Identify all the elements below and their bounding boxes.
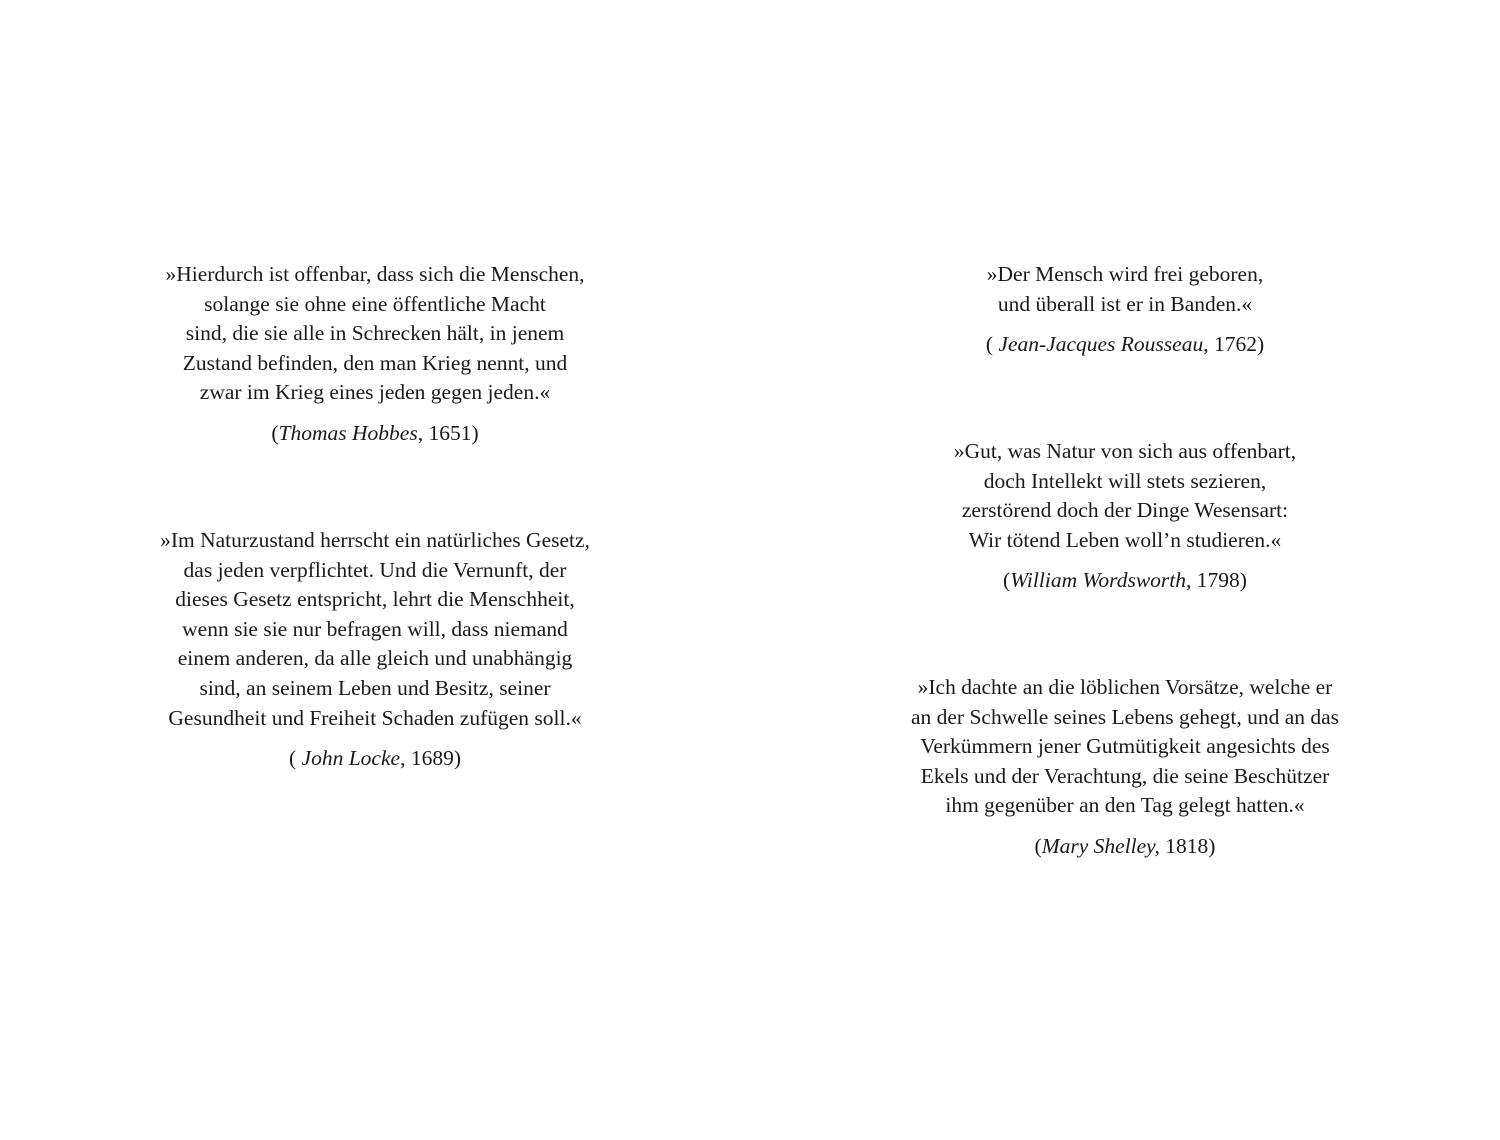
quote-attribution — [125, 744, 625, 774]
quote-line: »Der Mensch wird frei geboren, — [986, 262, 1264, 286]
open-paren: ( — [1003, 568, 1011, 593]
author-name: John Locke — [301, 746, 401, 771]
quote-line: solange sie ohne eine öffentliche Macht — [204, 291, 546, 316]
quote-hobbes — [125, 260, 625, 449]
quote-line: Verkümmern jener Gutmütigkeit angesichts des — [920, 734, 1330, 759]
quote-line: »Im Naturzustand herrscht ein natürliches Gesetz, — [160, 528, 590, 552]
quote-line: dieses Gesetz entspricht, lehrt die Menschheit, — [175, 587, 575, 612]
quote-line: Ekels und der Verachtung, die seine Beschützer — [920, 763, 1330, 788]
author-name: Mary Shelley, — [1041, 833, 1160, 858]
quote-year: , 1651) — [417, 420, 479, 445]
author-name: William Wordsworth — [1010, 568, 1187, 593]
quote-line: wenn sie sie nur befragen will, dass niemand — [182, 616, 568, 641]
author-name: Thomas Hobbes — [278, 420, 418, 445]
quote-line: und überall ist er in Banden.« — [997, 291, 1253, 316]
quote-year: 1818) — [1159, 833, 1216, 858]
quote-line: »Gut, was Natur von sich aus offenbart, — [953, 439, 1297, 463]
quote-line: Zustand befinden, den man Krieg nennt, und — [182, 350, 568, 375]
quote-line: doch Intellekt will stets sezieren, — [983, 468, 1267, 493]
quote-wordsworth — [875, 437, 1375, 596]
quote-line: zerstörend doch der Dinge Wesensart: — [961, 498, 1289, 523]
quote-line: »Ich dachte an die löblichen Vorsätze, welche er — [917, 675, 1333, 699]
quote-shelley — [875, 673, 1375, 862]
quote-attribution — [875, 330, 1375, 360]
quote-line: sind, an seinem Leben und Besitz, seiner — [199, 675, 551, 700]
quote-line: »Hierdurch ist offenbar, dass sich die Menschen, — [165, 262, 585, 286]
open-paren: ( — [1034, 833, 1042, 858]
quote-attribution — [875, 832, 1375, 862]
quote-line: zwar im Krieg eines jeden gegen jeden.« — [199, 380, 551, 405]
quote-line: ihm gegenüber an den Tag gelegt hatten.« — [945, 793, 1305, 818]
open-paren: ( — [289, 746, 302, 771]
author-name: Jean-Jacques Rousseau — [998, 332, 1204, 357]
quote-line: Wir tötend Leben woll’n studieren.« — [968, 527, 1282, 552]
open-paren: ( — [985, 332, 999, 357]
quote-line: an der Schwelle seines Lebens gehegt, und an das — [910, 704, 1340, 729]
quote-attribution — [125, 419, 625, 449]
quote-line: das jeden verpflichtet. Und die Vernunft, der — [183, 557, 567, 582]
quote-attribution — [875, 566, 1375, 596]
quote-rousseau — [875, 260, 1375, 360]
quote-year: , 1689) — [400, 746, 461, 771]
quote-line: sind, die sie alle in Schrecken hält, in jenem — [185, 321, 565, 346]
quote-year: , 1798) — [1186, 568, 1247, 593]
quote-line: einem anderen, da alle gleich und unabhängig — [177, 646, 573, 671]
quote-locke — [125, 526, 625, 774]
quote-year: , 1762) — [1203, 332, 1265, 357]
open-paren: ( — [271, 420, 279, 445]
quote-line: Gesundheit und Freiheit Schaden zufügen soll.« — [168, 705, 582, 730]
